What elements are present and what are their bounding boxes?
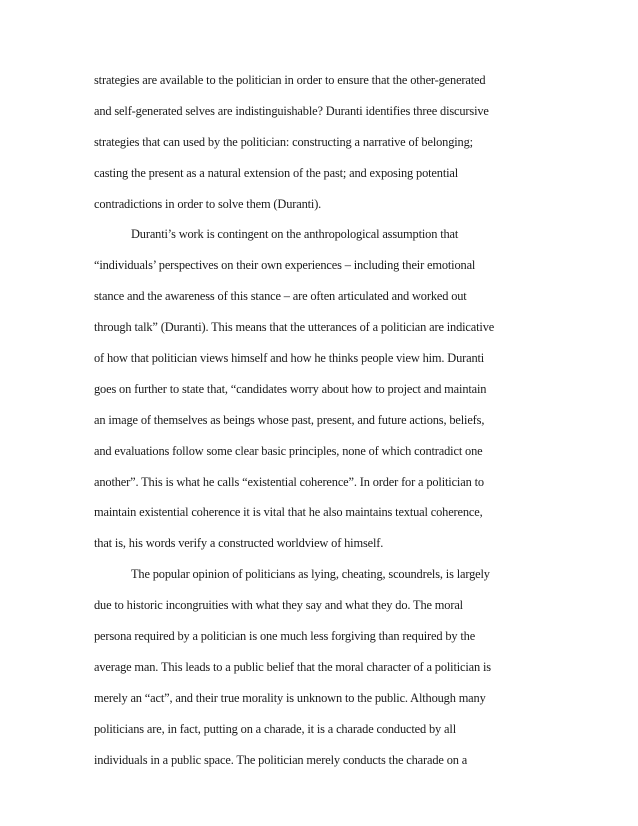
text-line: casting the present as a natural extension of the past; and exposing potential [94, 165, 459, 180]
text-line: an image of themselves as beings whose past, present, and future actions, beliefs, [94, 412, 485, 427]
text-line: politicians are, in fact, putting on a charade, it is a charade conducted by all [94, 721, 456, 736]
text-line: merely an “act”, and their true morality is unknown to the public. Although many [94, 690, 486, 705]
text-line: strategies that can used by the politician: constructing a narrative of belonging; [94, 134, 473, 149]
text-line: of how that politician views himself and how he thinks people view him. Duranti [94, 351, 485, 366]
text-line: maintain existential coherence it is vital that he also maintains textual coherence, [94, 505, 483, 520]
text-line: “individuals’ perspectives on their own experiences – including their emotional [94, 258, 476, 273]
text-line: persona required by a politician is one much less forgiving than required by the [94, 629, 476, 644]
text-line: due to historic incongruities with what they say and what they do. The moral [94, 598, 463, 613]
text-line: and self-generated selves are indistinguishable? Duranti identifies three discursive [94, 103, 489, 118]
paragraph-start-line: Duranti’s work is contingent on the anthropological assumption that [131, 227, 459, 242]
body-text [94, 70, 554, 780]
text-line: goes on further to state that, “candidates worry about how to project and maintain [94, 381, 487, 396]
text-line: individuals in a public space. The politician merely conducts the charade on a [94, 752, 468, 767]
text-line: strategies are available to the politician in order to ensure that the other-generated [94, 73, 486, 87]
text-line: and evaluations follow some clear basic principles, none of which contradict one [94, 443, 483, 458]
text-line: stance and the awareness of this stance – are often articulated and worked out [94, 289, 467, 304]
text-line: another”. This is what he calls “existential coherence”. In order for a politician to [94, 474, 484, 489]
paragraph-start-line: The popular opinion of politicians as lying, cheating, scoundrels, is largely [131, 567, 490, 582]
text-line: average man. This leads to a public belief that the moral character of a politician is [94, 659, 491, 674]
text-line: that is, his words verify a constructed worldview of himself. [94, 536, 384, 551]
text-line: through talk” (Duranti). This means that the utterances of a politician are indicative [94, 320, 495, 335]
text-line: contradictions in order to solve them (Duranti). [94, 196, 322, 211]
